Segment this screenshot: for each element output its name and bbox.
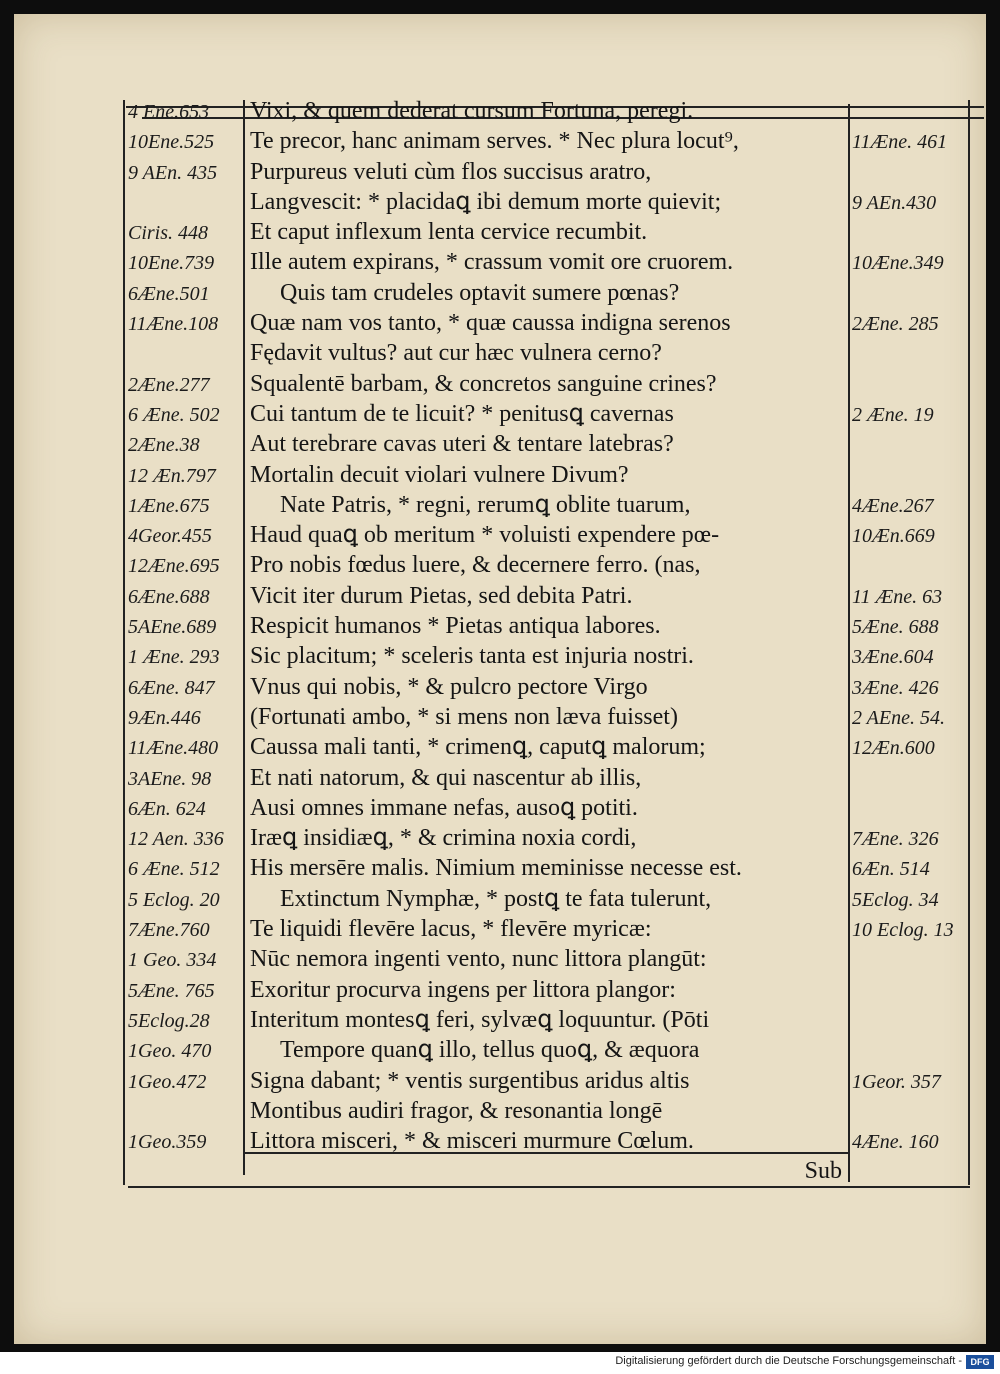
reference-entry bbox=[852, 551, 954, 581]
reference-entry bbox=[852, 794, 954, 824]
right-references bbox=[852, 97, 954, 1157]
reference-entry bbox=[852, 430, 954, 460]
verse-line: Nūc nemora ingenti vento, nunc littora plangūt: bbox=[250, 946, 707, 973]
reference-entry: 10Ene.739 bbox=[128, 252, 215, 275]
reference-entry: 9Æn.446 bbox=[128, 706, 201, 729]
reference-entry: 11 Æne. 63 bbox=[852, 585, 943, 608]
reference-entry: 3AEne. 98 bbox=[128, 767, 212, 790]
verse-line: Respicit humanos * Pietas antiqua labores. bbox=[250, 613, 661, 640]
verse-line: (Fortunati ambo, * si mens non læva fuisset) bbox=[250, 703, 678, 730]
catchword: Sub bbox=[804, 1158, 842, 1184]
reference-entry: 6 Æne. 502 bbox=[128, 403, 220, 426]
verse-line: Cui tantum de te licuit? * penitusꝗ cavernas bbox=[250, 400, 674, 427]
verse-line: Quis tam crudeles optavit sumere pœnas? bbox=[280, 279, 680, 306]
verse-line: Sic placitum; * sceleris tanta est injuria nostri. bbox=[250, 643, 694, 670]
verse-line: Signa dabant; * ventis surgentibus aridus altis bbox=[250, 1067, 690, 1094]
reference-entry: 3Æne. 426 bbox=[852, 676, 939, 699]
reference-entry: 1Geor. 357 bbox=[852, 1070, 941, 1093]
reference-entry: 2Æne.277 bbox=[128, 373, 210, 396]
reference-entry: 7Æne.760 bbox=[128, 919, 210, 942]
reference-entry: 4Æne.267 bbox=[852, 494, 934, 517]
reference-entry: 2Æne.38 bbox=[128, 434, 200, 457]
reference-entry: 5Eclog.28 bbox=[128, 1009, 210, 1032]
reference-entry: 12 Æn.797 bbox=[128, 464, 216, 487]
reference-entry: 6Æne.688 bbox=[128, 585, 210, 608]
reference-entry: 4Geor.455 bbox=[128, 525, 212, 548]
verse-line: His mersēre malis. Nimium meminisse necesse est. bbox=[250, 855, 742, 882]
verse-line: Caussa mali tanti, * crimenꝗ, caputꝗ malorum; bbox=[250, 734, 706, 761]
bottom-rule bbox=[128, 1186, 970, 1188]
reference-entry: 5AEne.689 bbox=[128, 616, 217, 639]
verse-line: Vicit iter durum Pietas, sed debita Patri. bbox=[250, 582, 633, 609]
reference-entry: 7Æne. 326 bbox=[852, 828, 939, 851]
reference-entry: 1Geo.359 bbox=[128, 1131, 207, 1154]
reference-entry: 10Æn.669 bbox=[852, 525, 935, 548]
left-margin-rule bbox=[123, 100, 125, 1185]
reference-entry: 1Geo. 470 bbox=[128, 1040, 212, 1063]
verse-line: Tempore quanꝗ illo, tellus quoꝗ, & æquora bbox=[280, 1037, 700, 1064]
reference-entry bbox=[852, 158, 954, 188]
verse-line: Vixi, & quem dederat cursum Fortuna, peregi. bbox=[250, 98, 694, 124]
verse-line: Et caput inflexum lenta cervice recumbit. bbox=[250, 219, 648, 246]
reference-entry bbox=[128, 188, 224, 218]
reference-entry: 1Geo.472 bbox=[128, 1070, 207, 1093]
reference-entry bbox=[852, 218, 954, 248]
reference-entry bbox=[852, 1036, 954, 1066]
reference-entry: 12 Aen. 336 bbox=[128, 828, 224, 851]
funding-note: Digitalisierung gefördert durch die Deutsche Forschungsgemeinschaft - bbox=[615, 1355, 962, 1367]
reference-entry bbox=[128, 1097, 224, 1127]
reference-entry: 10Æne.349 bbox=[852, 252, 944, 275]
reference-entry: 1 Geo. 334 bbox=[128, 949, 217, 972]
reference-entry: 11Æne.480 bbox=[128, 737, 219, 760]
reference-entry: 5Eclog. 34 bbox=[852, 888, 939, 911]
reference-entry: 1 Æne. 293 bbox=[128, 646, 220, 669]
reference-entry: 11Æne.108 bbox=[128, 313, 219, 336]
reference-entry: 10Ene.525 bbox=[128, 131, 215, 154]
reference-entry: 12Æne.695 bbox=[128, 555, 220, 578]
reference-entry: 5 Eclog. 20 bbox=[128, 888, 220, 911]
verse-line: Langvescit: * placidaꝗ ibi demum morte quievit; bbox=[250, 188, 722, 215]
verse-line: Exoritur procurva ingens per littora plangor: bbox=[250, 976, 676, 1003]
verse-line: Haud quaꝗ ob meritum * voluisti expendere pœ- bbox=[250, 522, 720, 549]
verse-line: Et nati natorum, & qui nascentur ab illis, bbox=[250, 764, 642, 791]
verse-line: Ille autem expirans, * crassum vomit ore cruorem. bbox=[250, 249, 734, 276]
reference-entry bbox=[852, 1097, 954, 1127]
dfg-logo: DFG bbox=[966, 1355, 994, 1369]
reference-entry: 5Æne. 765 bbox=[128, 979, 215, 1002]
verse-line: Te precor, hanc animam serves. * Nec plura locut⁹, bbox=[250, 128, 739, 155]
reference-entry: 6 Æne. 512 bbox=[128, 858, 220, 881]
reference-entry: 6Æn. 514 bbox=[852, 858, 930, 881]
verse-text bbox=[250, 96, 850, 1156]
reference-entry: 12Æn.600 bbox=[852, 737, 935, 760]
reference-entry bbox=[128, 339, 224, 369]
reference-entry: Ciris. 448 bbox=[128, 222, 209, 245]
left-references bbox=[128, 97, 224, 1157]
verse-line: Extinctum Nymphæ, * postꝗ te fata tulerunt, bbox=[280, 885, 712, 912]
reference-entry: 11Æne. 461 bbox=[852, 131, 948, 154]
reference-entry: 5Æne. 688 bbox=[852, 616, 939, 639]
reference-entry bbox=[852, 97, 954, 127]
reference-entry: 9 AEn.430 bbox=[852, 191, 937, 214]
reference-entry: 6Æne.501 bbox=[128, 282, 210, 305]
reference-entry bbox=[852, 1006, 954, 1036]
verse-line: Aut terebrare cavas uteri & tentare latebras? bbox=[250, 431, 674, 458]
verse-line: Quæ nam vos tanto, * quæ caussa indigna serenos bbox=[250, 310, 731, 337]
verse-line: Montibus audiri fragor, & resonantia longē bbox=[250, 1097, 663, 1124]
verse-line: Ausi omnes immane nefas, ausoꝗ potiti. bbox=[250, 794, 638, 821]
verse-line: Fędavit vultus? aut cur hæc vulnera cerno? bbox=[250, 340, 662, 367]
verse-line: Nate Patris, * regni, rerumꝗ oblite tuarum, bbox=[280, 491, 691, 518]
reference-entry bbox=[852, 976, 954, 1006]
reference-entry bbox=[852, 461, 954, 491]
reference-entry: 4Æne. 160 bbox=[852, 1131, 939, 1154]
footer-bar bbox=[0, 1352, 1000, 1374]
reference-entry: 9 AEn. 435 bbox=[128, 161, 218, 184]
reference-entry bbox=[852, 764, 954, 794]
reference-entry: 2 Æne. 19 bbox=[852, 403, 934, 426]
reference-entry bbox=[852, 370, 954, 400]
reference-entry: 3Æne.604 bbox=[852, 646, 934, 669]
verse-line: Pro nobis fœdus luere, & decernere ferro. (nas, bbox=[250, 552, 701, 579]
inner-left-rule bbox=[243, 100, 245, 1175]
reference-entry: 2 AEne. 54. bbox=[852, 706, 945, 729]
reference-entry: 2Æne. 285 bbox=[852, 313, 939, 336]
right-margin-rule bbox=[968, 100, 970, 1185]
reference-entry bbox=[852, 279, 954, 309]
verse-line: Littora misceri, * & misceri murmure Cœlum. bbox=[250, 1128, 694, 1155]
verse-line: Interitum montesꝗ feri, sylvæꝗ loquuntur. (Pōti bbox=[250, 1006, 710, 1033]
reference-entry: 4 Ene.653 bbox=[128, 101, 210, 123]
reference-entry bbox=[852, 945, 954, 975]
verse-line: Iræꝗ insidiæꝗ, * & crimina noxia cordi, bbox=[250, 825, 637, 852]
verse-line: Purpureus veluti cùm flos succisus aratro, bbox=[250, 158, 652, 185]
verse-line: Vnus qui nobis, * & pulcro pectore Virgo bbox=[250, 673, 648, 700]
reference-entry bbox=[852, 339, 954, 369]
verse-line: Mortalin decuit violari vulnere Divum? bbox=[250, 461, 629, 488]
reference-entry: 6Æne. 847 bbox=[128, 676, 215, 699]
reference-entry: 10 Eclog. 13 bbox=[852, 919, 954, 942]
reference-entry: 6Æn. 624 bbox=[128, 797, 206, 820]
verse-line: Te liquidi flevēre lacus, * flevēre myricæ: bbox=[250, 916, 652, 943]
verse-line: Squalentē barbam, & concretos sanguine crines? bbox=[250, 370, 717, 397]
reference-entry: 1Æne.675 bbox=[128, 494, 210, 517]
